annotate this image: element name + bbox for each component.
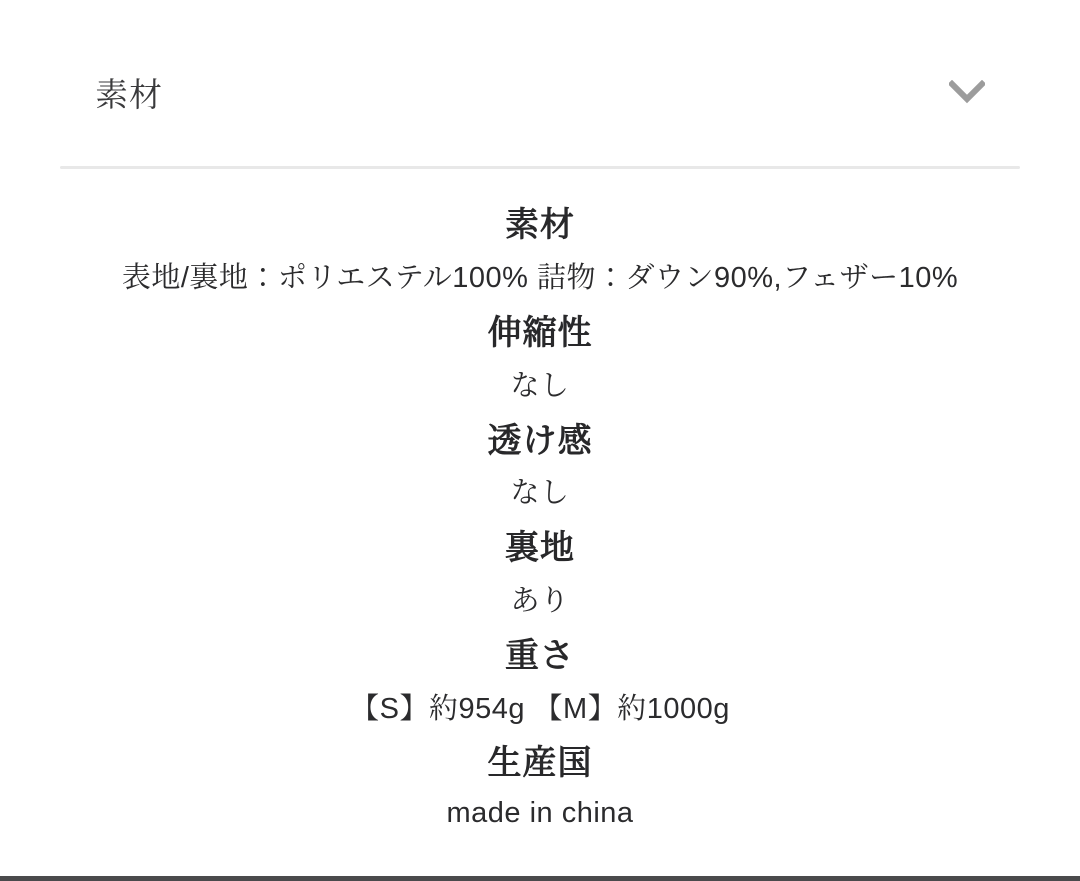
spec-value-weight: 【S】約954g 【M】約1000g <box>350 692 730 725</box>
spec-value-material: 表地/裏地：ポリエステル100% 詰物：ダウン90%,フェザー10% <box>121 262 959 295</box>
section-divider <box>60 166 1020 169</box>
spec-label-origin-country: 生産国 <box>487 744 593 783</box>
spec-label-weight: 重さ <box>505 636 575 675</box>
chevron-down-icon[interactable] <box>949 80 985 104</box>
spec-label-stretch: 伸縮性 <box>487 313 593 352</box>
spec-value-origin-country: made in china <box>446 797 634 830</box>
spec-value-sheerness: なし <box>510 477 570 510</box>
spec-value-lining: あり <box>510 584 570 617</box>
material-spec-list <box>0 195 1080 841</box>
spec-value-stretch: なし <box>510 369 570 402</box>
bottom-edge-bar <box>0 876 1080 881</box>
material-accordion-title: 素材 <box>95 75 163 113</box>
material-accordion-header[interactable] <box>95 70 985 114</box>
spec-label-lining: 裏地 <box>505 529 575 568</box>
spec-label-material: 素材 <box>505 206 575 245</box>
spec-label-sheerness: 透け感 <box>487 421 593 460</box>
